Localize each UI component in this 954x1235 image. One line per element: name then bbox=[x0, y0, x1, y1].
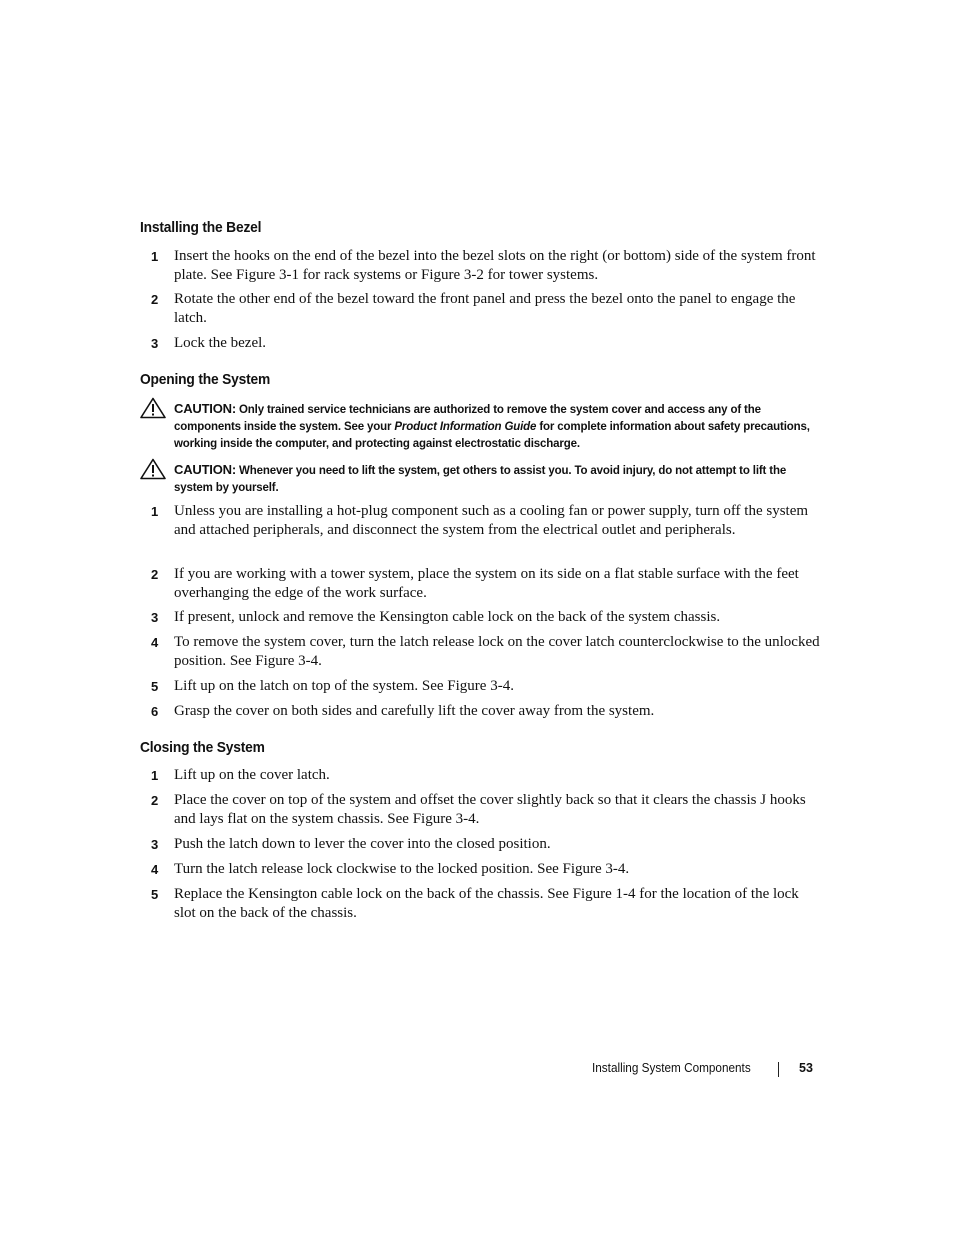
step-number: 2 bbox=[151, 567, 159, 582]
step-text: Lock the bezel. bbox=[174, 335, 267, 351]
step-number: 1 bbox=[151, 504, 159, 519]
step-number: 1 bbox=[151, 249, 159, 264]
step-text: Insert the hooks on the end of the bezel into the bezel slots on the right (or bottom) side of the system front plate. See Figure 3-1 for rack systems or Figure 3-2 for tower systems. bbox=[174, 248, 816, 283]
step-text: Replace the Kensington cable lock on the back of the chassis. See Figure 1-4 for the location of the lock slot on the back of the chassis. bbox=[174, 886, 799, 921]
caution-text bbox=[174, 461, 820, 497]
step-text: If you are working with a tower system, place the system on its side on a flat stable surface with the feet overhanging the edge of the work surface. bbox=[174, 566, 799, 601]
footer-section-name: Installing System Components bbox=[592, 1061, 751, 1075]
caution-body: Whenever you need to lift the system, get others to assist you. To avoid injury, do not attempt to lift the system by yourself. bbox=[174, 465, 787, 494]
guide-title: Product Information Guide bbox=[394, 421, 537, 433]
step-text: To remove the system cover, turn the latch release lock on the cover latch counterclockwise to the unlocked position. See Figure 3-4. bbox=[174, 634, 820, 669]
step-text: Lift up on the latch on top of the system. See Figure 3-4. bbox=[174, 678, 514, 694]
caution-label: CAUTION: bbox=[174, 462, 236, 477]
footer-divider bbox=[778, 1062, 779, 1077]
step-number: 3 bbox=[151, 837, 159, 852]
step-number: 2 bbox=[151, 793, 159, 808]
step-text: Rotate the other end of the bezel toward the front panel and press the bezel onto the panel to engage the latch. bbox=[174, 291, 796, 326]
step-text: Turn the latch release lock clockwise to the locked position. See Figure 3-4. bbox=[174, 861, 630, 877]
step-number: 5 bbox=[151, 679, 159, 694]
step-number: 5 bbox=[151, 887, 159, 902]
step-number: 4 bbox=[151, 862, 159, 877]
caution-body: for complete information about safety precautions, working inside the computer, and protecting against electrostatic discharge. bbox=[174, 421, 810, 450]
step-number: 3 bbox=[151, 336, 159, 351]
step-text: Unless you are installing a hot-plug component such as a cooling fan or power supply, turn off the system and attached peripherals, and disconnect the system from the electrical outlet and peripherals. bbox=[174, 503, 809, 538]
step-text: If present, unlock and remove the Kensington cable lock on the back of the system chassis. bbox=[174, 609, 721, 625]
step-text: Push the latch down to lever the cover into the closed position. bbox=[174, 836, 551, 852]
heading-installing-bezel: Installing the Bezel bbox=[140, 219, 262, 236]
caution-body: Only trained service technicians are authorized to remove the system cover and access any of the components inside the system. See your bbox=[174, 404, 761, 433]
step-number: 4 bbox=[151, 635, 159, 650]
step-number: 2 bbox=[151, 292, 159, 307]
caution-text bbox=[174, 400, 820, 453]
caution-label: CAUTION: bbox=[174, 401, 236, 416]
heading-opening-system: Opening the System bbox=[140, 371, 271, 388]
heading-closing-system: Closing the System bbox=[140, 739, 265, 756]
step-text: Lift up on the cover latch. bbox=[174, 767, 330, 783]
warning-triangle-icon bbox=[140, 458, 166, 480]
step-text: Place the cover on top of the system and offset the cover slightly back so that it clears the chassis J hooks and lays flat on the system chassis. See Figure 3-4. bbox=[174, 792, 806, 827]
step-number: 1 bbox=[151, 768, 159, 783]
step-number: 3 bbox=[151, 610, 159, 625]
step-number: 6 bbox=[151, 704, 159, 719]
step-text: Grasp the cover on both sides and carefully lift the cover away from the system. bbox=[174, 703, 655, 719]
page-number: 53 bbox=[799, 1061, 813, 1075]
warning-triangle-icon bbox=[140, 397, 166, 419]
